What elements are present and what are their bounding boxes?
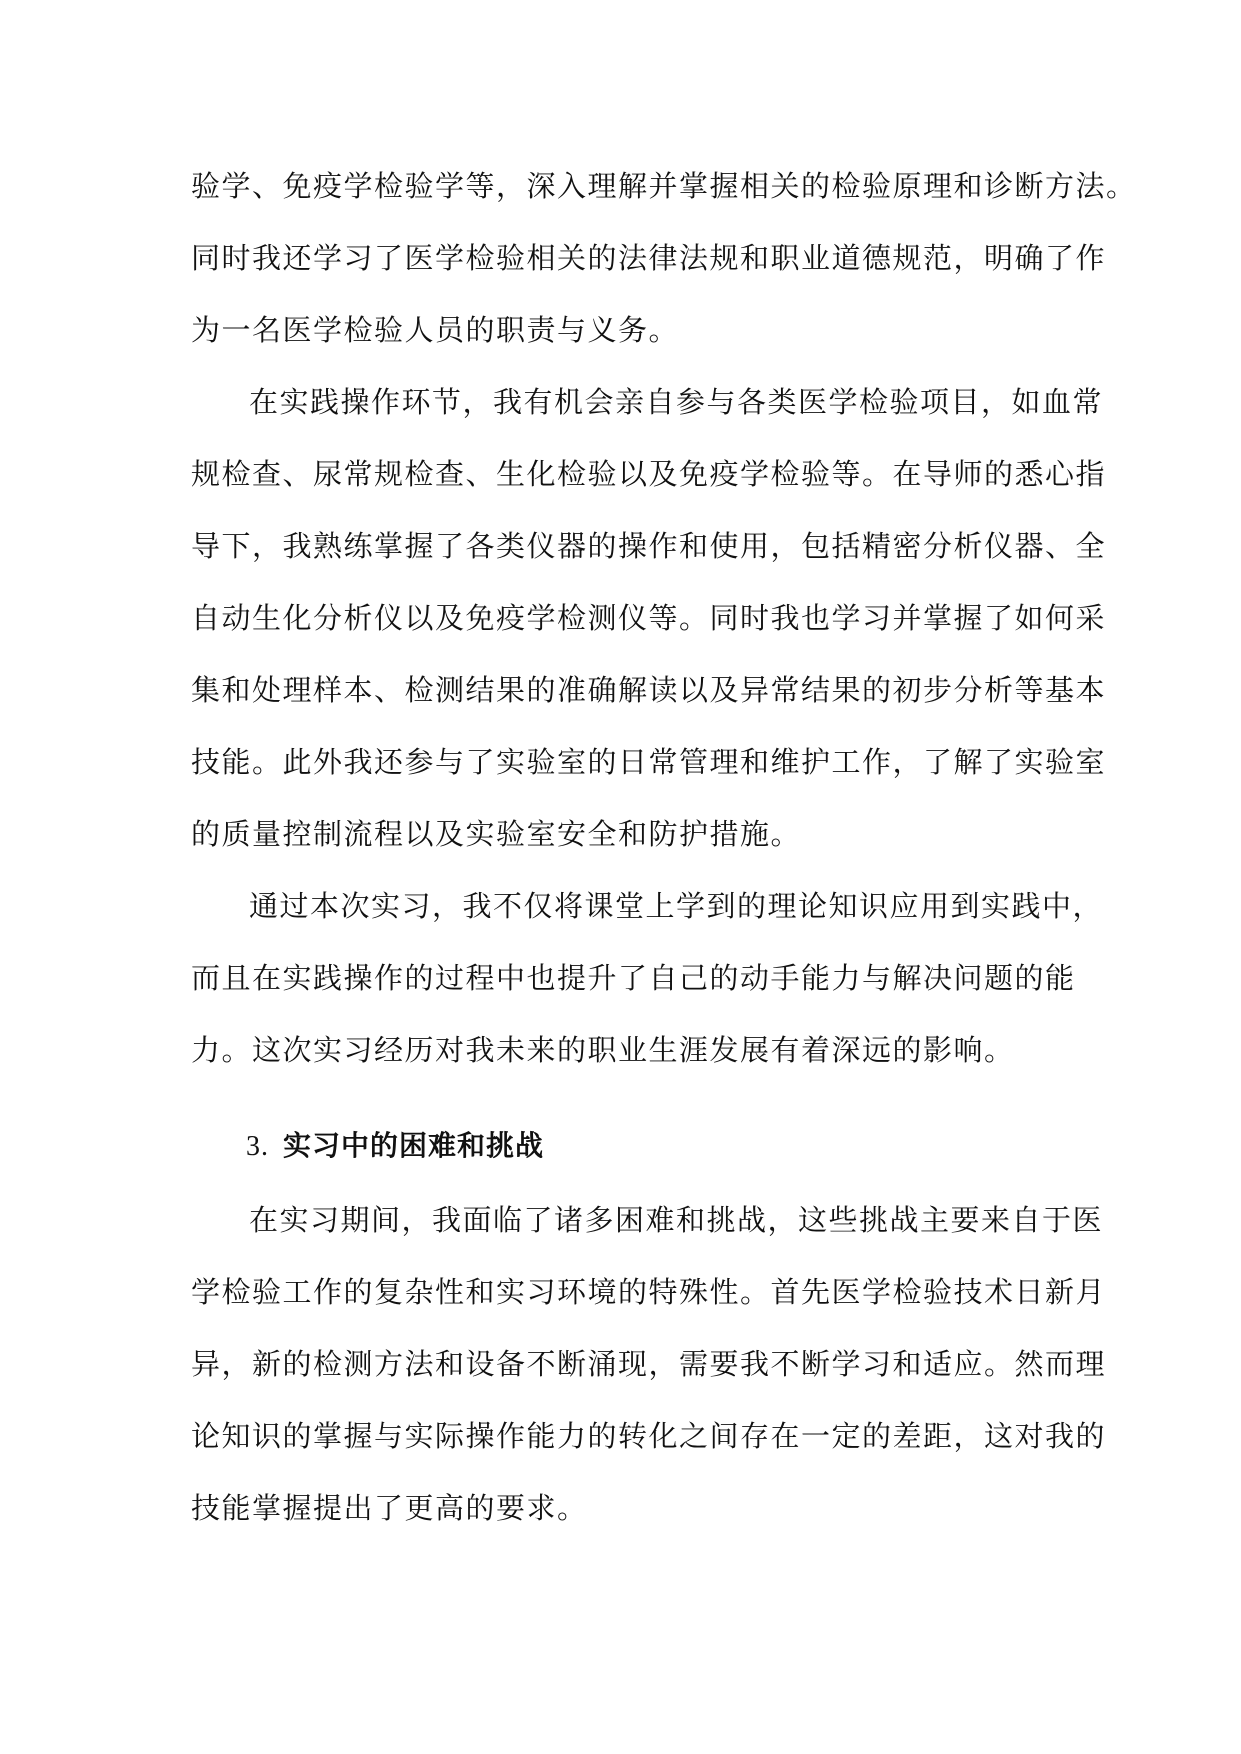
section-number: 3.: [246, 1131, 269, 1162]
text-line: 集和处理样本、检测结果的准确解读以及异常结果的初步分析等基本: [191, 673, 1107, 707]
text-line: 导下，我熟练掌握了各类仪器的操作和使用，包括精密分析仪器、全: [191, 529, 1107, 563]
paragraph-1: [191, 150, 1137, 366]
text-line: 在实践操作环节，我有机会亲自参与各类医学检验项目，如血常: [249, 385, 1104, 419]
text-line: 同时我还学习了医学检验相关的法律法规和职业道德规范，明确了作: [191, 241, 1107, 275]
text-line: 异，新的检测方法和设备不断涌现，需要我不断学习和适应。然而理: [191, 1347, 1107, 1381]
text-line: 在实习期间，我面临了诸多困难和挑战，这些挑战主要来自于医: [249, 1203, 1104, 1237]
text-line: 而且在实践操作的过程中也提升了自己的动手能力与解决问题的能: [191, 961, 1076, 995]
text-line: 学检验工作的复杂性和实习环境的特殊性。首先医学检验技术日新月: [191, 1275, 1107, 1309]
text-line: 的质量控制流程以及实验室安全和防护措施。: [191, 817, 802, 851]
text-line: 力。这次实习经历对我未来的职业生涯发展有着深远的影响。: [191, 1033, 1015, 1067]
paragraph-2: [191, 366, 1107, 870]
paragraph-4: [191, 1184, 1107, 1544]
section-title: 实习中的困难和挑战: [283, 1129, 545, 1162]
text-line: 为一名医学检验人员的职责与义务。: [191, 313, 680, 347]
paragraph-3: [191, 870, 1104, 1086]
text-line: 技能掌握提出了更高的要求。: [191, 1491, 588, 1525]
document-body: [191, 150, 1137, 1544]
text-line: 验学、免疫学检验学等，深入理解并掌握相关的检验原理和诊断方法。: [191, 169, 1137, 203]
text-line: 自动生化分析仪以及免疫学检测仪等。同时我也学习并掌握了如何采: [191, 601, 1107, 635]
text-line: 通过本次实习，我不仅将课堂上学到的理论知识应用到实践中，: [249, 889, 1104, 923]
text-line: 技能。此外我还参与了实验室的日常管理和维护工作，了解了实验室: [191, 745, 1107, 779]
text-line: 规检查、尿常规检查、生化检验以及免疫学检验等。在导师的悉心指: [191, 457, 1107, 491]
section-spacer: [191, 1086, 1061, 1108]
section-heading-3: [191, 1108, 1061, 1184]
text-line: 论知识的掌握与实际操作能力的转化之间存在一定的差距，这对我的: [191, 1419, 1107, 1453]
